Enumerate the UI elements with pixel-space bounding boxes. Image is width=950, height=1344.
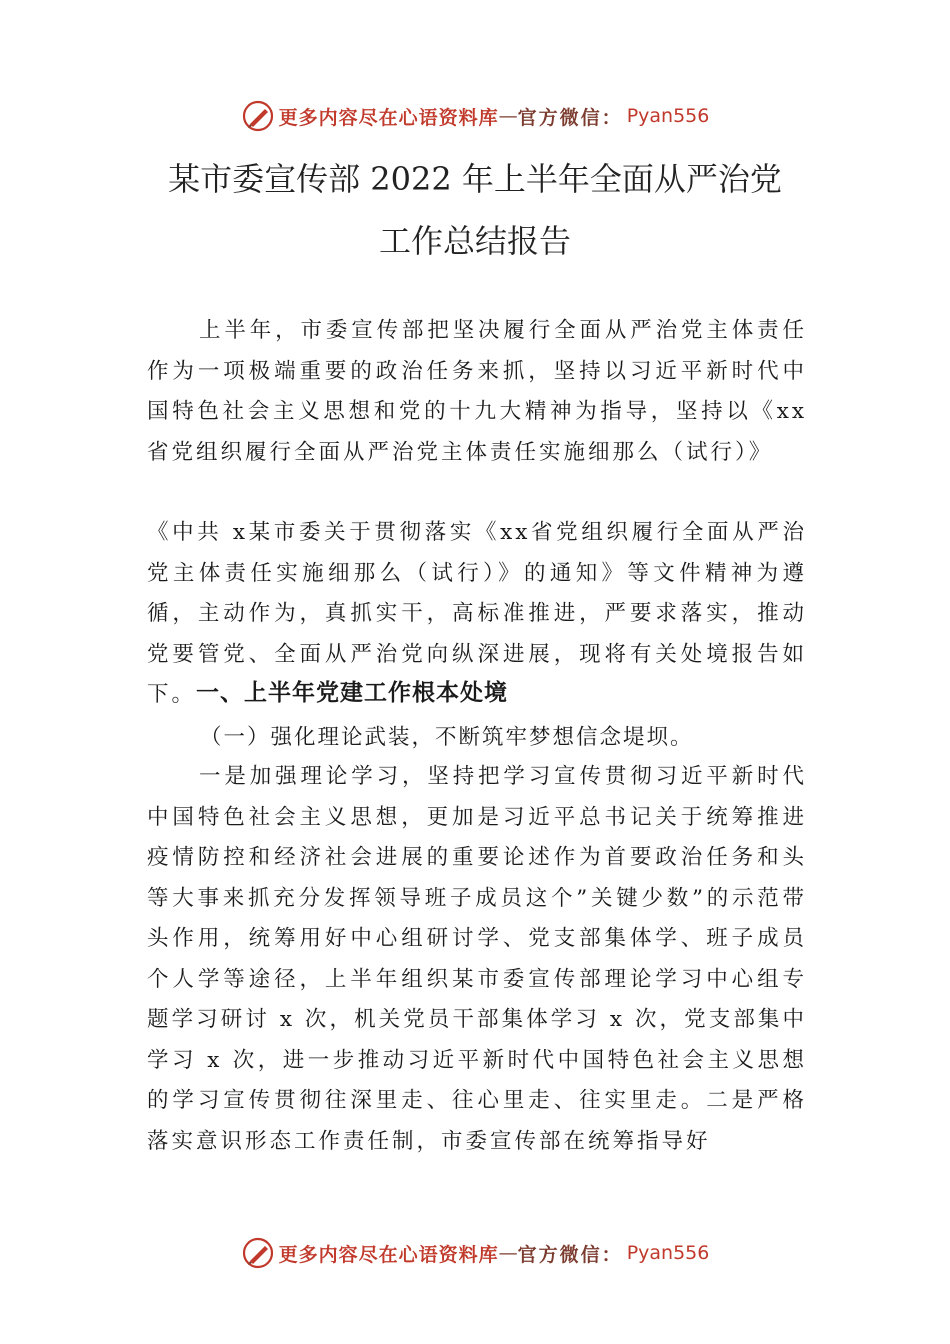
watermark-label: 官方微信： bbox=[517, 1243, 623, 1266]
paragraph-intro: 上半年，市委宣传部把坚决履行全面从严治党主体责任作为一项极端重要的政治任务来抓，坚持以习近平新时代中国特色社会主义思想和党的十九大精神为指导，坚持以《xx省党组织履行全面从严治党主体责任实施细那么（试行）》 bbox=[147, 318, 807, 465]
paragraph-intro-continued: 《中共 x某市委关于贯彻落实《xx省党组织履行全面从严治党主体责任实施细那么（试行）》的通知》等文件精神为遵循，主动作为，真抓实干，高标准推进，严要求落实，推动党要管党、全面从严治党向纵深进展，现将有关处境报告如下。 bbox=[147, 520, 807, 707]
watermark-id: Pyan556 bbox=[626, 105, 710, 127]
subsection-heading: （一）强化理论武装，不断筑牢梦想信念堤坝。 bbox=[200, 725, 694, 750]
document-title-line2: 工作总结报告 bbox=[378, 222, 571, 260]
watermark-id: Pyan556 bbox=[626, 1242, 710, 1264]
watermark-banner-top bbox=[0, 96, 950, 136]
pen-logo-icon bbox=[241, 99, 275, 133]
paragraph-body: 一是加强理论学习，坚持把学习宣传贯彻习近平新时代中国特色社会主义思想，更加是习近平总书记关于统筹推进疫情防控和经济社会进展的重要论述作为首要政治任务和头等大事来抓充分发挥领导班子成员这个”关键少数”的示范带头作用，统筹用好中心组研讨学、党支部集体学、班子成员个人学等途径，上半年组织某市委宣传部理论学习中心组专题学习研讨 x 次，机关党员干部集体学习 x 次，党支部集中学习 x 次，进一步推动习近平新时代中国特色社会主义思想的学习宣传贯彻往深里走、往心里走、往实里走。二是严格落实意识形态工作责任制，市委宣传部在统筹指导好 bbox=[147, 764, 807, 1154]
section-heading: 一、上半年党建工作根本处境 bbox=[196, 680, 508, 706]
watermark-separator: — bbox=[498, 105, 518, 127]
watermark-banner-bottom bbox=[0, 1233, 950, 1273]
document-title-line1: 某市委宣传部 2022 年上半年全面从严治党 bbox=[168, 160, 782, 198]
watermark-text: 更多内容尽在心语资料库 bbox=[278, 1243, 499, 1266]
watermark-separator: — bbox=[498, 1242, 518, 1264]
watermark-label: 官方微信： bbox=[517, 106, 623, 129]
pen-logo-icon bbox=[241, 1236, 275, 1270]
watermark-text: 更多内容尽在心语资料库 bbox=[278, 106, 499, 129]
